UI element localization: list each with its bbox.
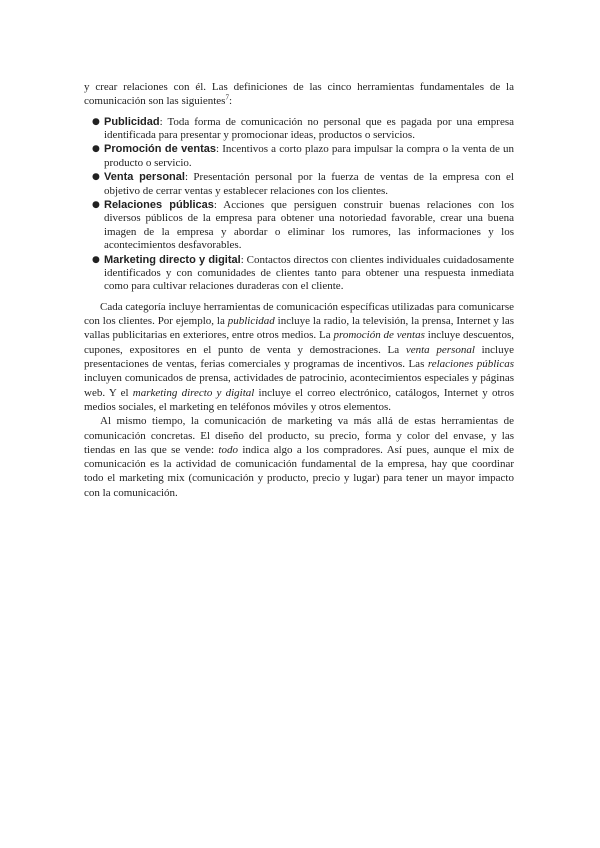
term-label: Marketing directo y digital [104, 253, 241, 266]
term-definition: : Contactos directos con clientes individuales cuidadosamente identificados y con comunidades de clientes tanto para obtener una respuesta inmediata como para cultivar relaciones duraderas con el cliente. [104, 253, 515, 293]
term-label: Publicidad [104, 115, 160, 128]
text-span: indica algo a los compradores. Así pues, aunque el mix de comunicación es la actividad de comunicación fundamental de la empresa, hay que coordinar todo el marketing mix (comunicación y producto, precio y lugar) para tener un mayor impacto con la comunicación. [84, 443, 514, 499]
intro-text: y crear relaciones con él. Las definiciones de las cinco herramientas fundamentales de la comunicación son las siguientes [84, 81, 514, 108]
italic-term: relaciones públicas [427, 358, 514, 371]
text-span: incluye la radio, la televisión, la prensa, Internet y las vallas publicitarias en exteriores, entre otros medios. La [84, 315, 515, 342]
body-paragraph-1 [84, 300, 514, 414]
text-span: incluye descuentos, cupones, expositores en el punto de venta y demostraciones. La [84, 329, 514, 356]
term-definition: : Incentivos a corto plazo para impulsar la compra o la venta de un producto o servicio. [104, 143, 514, 169]
intro-colon: : [228, 95, 233, 108]
term-label: Relaciones públicas [104, 199, 214, 212]
italic-term: promoción de ventas [333, 329, 425, 342]
term-label: Promoción de ventas [104, 143, 217, 156]
bullet-icon: ● [92, 254, 100, 265]
bullet-icon: ● [92, 200, 100, 211]
bullet-icon: ● [92, 172, 100, 183]
italic-term: publicidad [227, 315, 275, 328]
list-item [84, 254, 514, 294]
list-item [84, 143, 514, 170]
text-span: incluyen comunicados de prensa, actividades de patrocinio, acontecimientos especiales y páginas web. Y el [84, 372, 514, 399]
text-span: Cada categoría incluye herramientas de comunicación específicas utilizadas para comunicarse con los clientes. Por ejemplo, la [84, 300, 514, 328]
bullet-icon: ● [92, 116, 100, 127]
list-item [84, 171, 514, 198]
tools-list [84, 116, 514, 294]
footnote-ref: 7 [225, 93, 229, 102]
term-definition: : Toda forma de comunicación no personal que es pagada por una empresa identificada para presentar y promocionar ideas, productos o servicios. [104, 115, 514, 141]
text-span: incluye el correo electrónico, catálogos, Internet y otros medios sociales, el marketing en teléfonos móviles y otros elementos. [84, 386, 514, 413]
text-span: Al mismo tiempo, la comunicación de marketing va más allá de estas herramientas de comunicación concretas. El diseño del producto, su precio, forma y color del envase, y las tiendas en las que se vende: [84, 415, 514, 456]
body-paragraph-2 [84, 414, 514, 500]
intro-paragraph [84, 80, 514, 109]
term-definition: : Presentación personal por la fuerza de ventas de la empresa con el objetivo de cerrar ventas y establecer relaciones con los clientes. [104, 171, 514, 197]
text-column [84, 80, 514, 500]
text-span: incluye presentaciones de ventas, ferias comerciales y programas de incentivos. Las [84, 343, 514, 371]
italic-term: todo [218, 443, 238, 456]
list-item [84, 116, 514, 143]
term-label: Venta personal [104, 171, 185, 184]
italic-term: venta personal [405, 343, 475, 356]
term-definition: : Acciones que persiguen construir buenas relaciones con los diversos públicos de la empresa para obtener una notoriedad favorable, crear una buena imagen de la empresa y abordar o eliminar los rumores, las informaciones y los acontecimientos desfavorables. [104, 199, 514, 252]
bullet-icon: ● [92, 144, 100, 155]
list-item [84, 199, 514, 253]
italic-term: marketing directo y digital [132, 386, 255, 399]
